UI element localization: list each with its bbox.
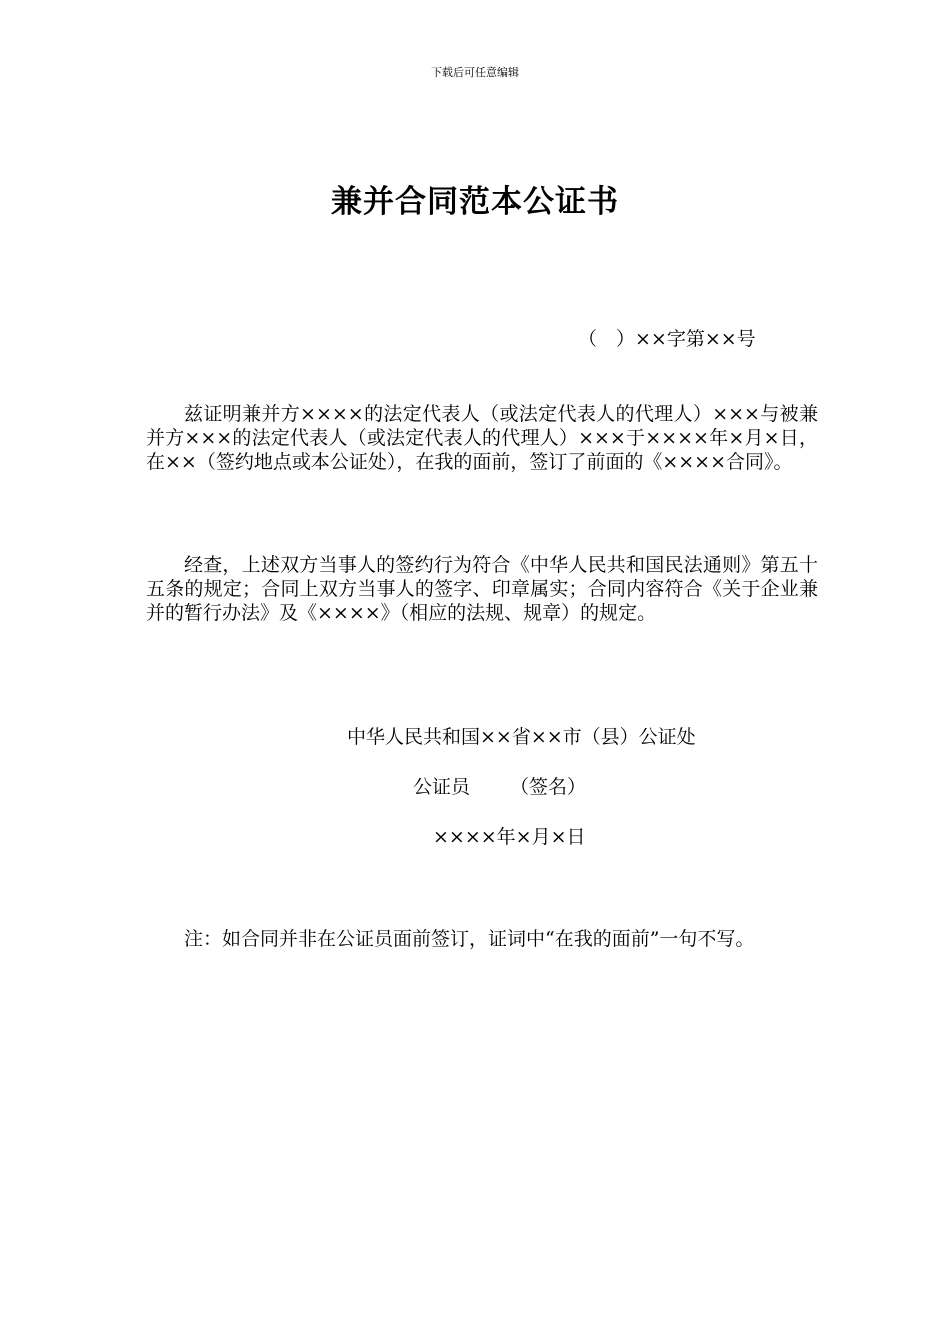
verification-paragraph: 经查，上述双方当事人的签约行为符合《中华人民共和国民法通则》第五十五条的规定；合同上双方当事人的签字、印章属实；合同内容符合《关于企业兼并的暂行办法》及《××××》（相应的法规、规章）的规定。 xyxy=(146,554,818,624)
notary-office: 中华人民共和国××省××市（县）公证处 xyxy=(347,726,696,748)
document-number: （ ）××字第××号 xyxy=(578,328,756,350)
notary-label: 公证员 xyxy=(413,776,471,798)
header-note: 下载后可任意编辑 xyxy=(431,66,519,79)
signature-date: ××××年×月×日 xyxy=(433,826,586,848)
notary-signature-line xyxy=(413,774,586,800)
notary-sign-placeholder: （签名） xyxy=(510,776,587,798)
page-title: 兼并合同范本公证书 xyxy=(331,184,619,220)
footnote: 注：如合同并非在公证员面前签订，证词中“在我的面前”一句不写。 xyxy=(184,928,755,950)
certification-paragraph: 兹证明兼并方××××的法定代表人（或法定代表人的代理人）×××与被兼并方×××的法定代表人（或法定代表人的代理人）×××于××××年×月×日，在××（签约地点或本公证处），在我的面前，签订了前面的《××××合同》。 xyxy=(146,403,818,473)
